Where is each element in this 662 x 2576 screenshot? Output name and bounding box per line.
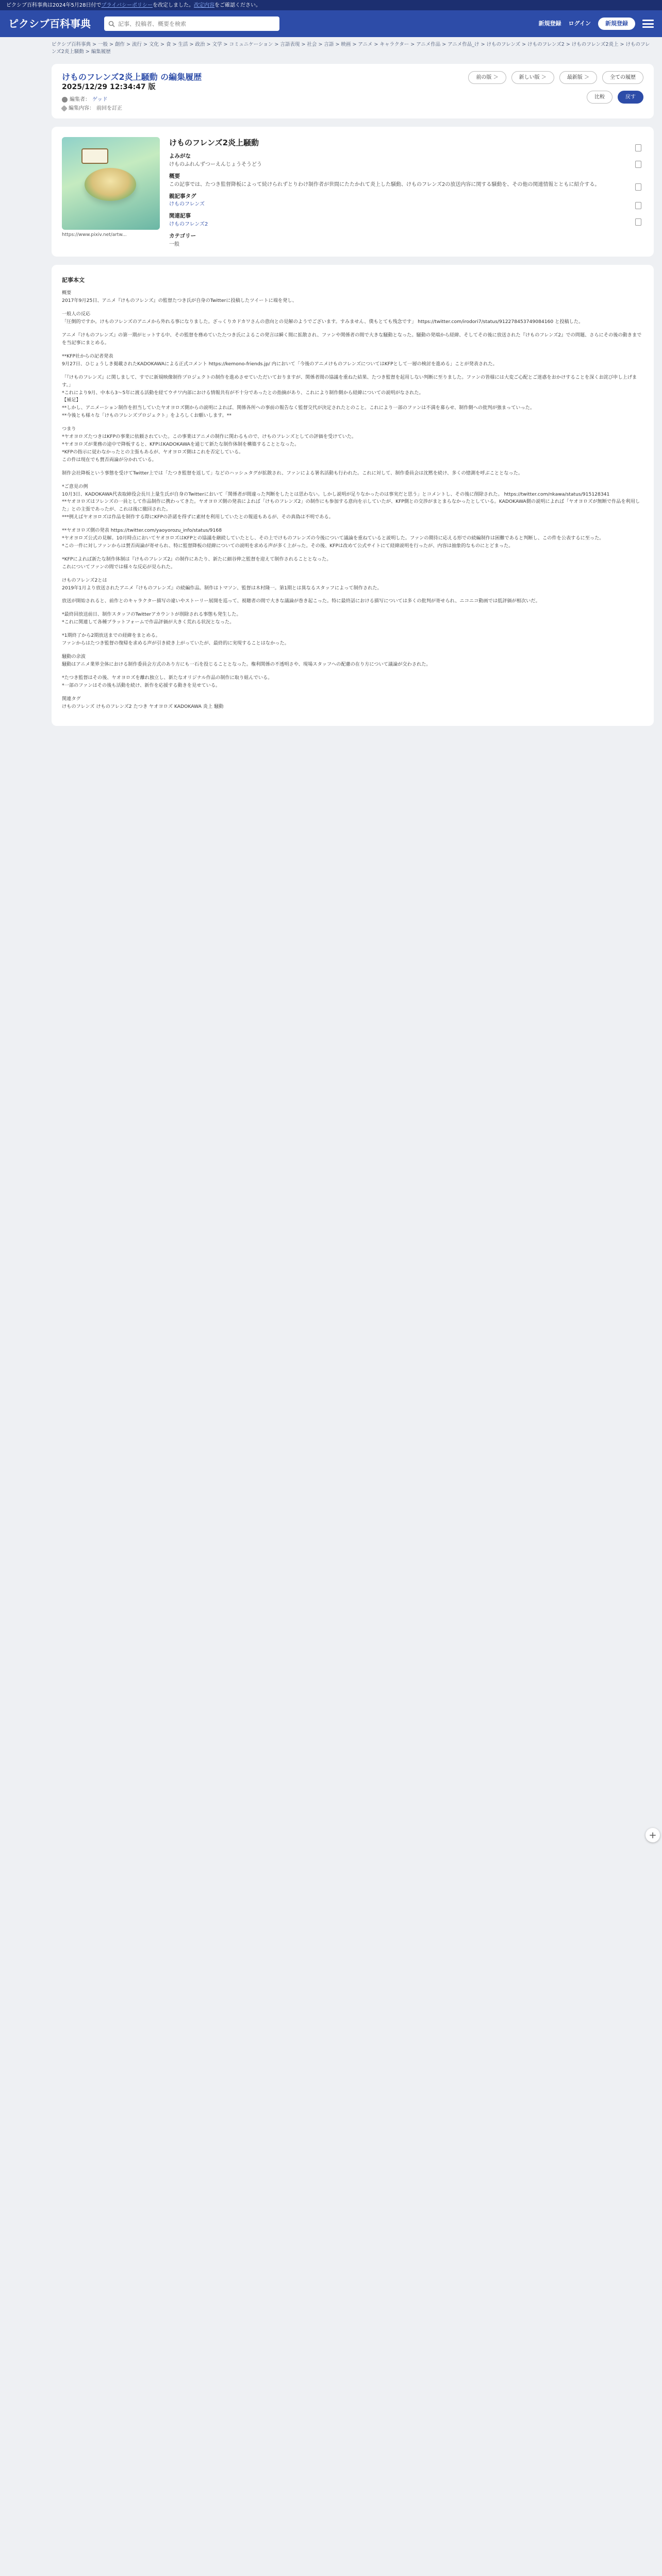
article-body-card bbox=[52, 265, 654, 726]
body-paragraph: 一般人の反応 bbox=[62, 311, 91, 317]
fact-related: 関連記事 けものフレンズ2 bbox=[169, 213, 208, 228]
body-paragraph: アニメ『けものフレンズ』の第一期がヒットする中、その監督を務めていたたつき氏によるこの発言は瞬く間に拡散され、ファンや関係者の間で大きな騒動となった。騒動の発端から経緯、そしてその後に放送された『けものフレンズ2』での問題、さらにその後の動きまでを当記事にまとめる。 bbox=[62, 332, 642, 346]
article-body-heading: 記事本文 bbox=[62, 276, 85, 283]
fact-yomigana: よみがな けものふれんずつーえんじょうそうどう bbox=[169, 153, 262, 167]
compare-button[interactable]: 比較 bbox=[587, 91, 613, 104]
register-button[interactable]: 新規登録 bbox=[598, 18, 635, 30]
body-paragraph bbox=[62, 347, 643, 353]
body-paragraph: 制作会社降板という事態を受けてTwitter上では「たつき監督を返して」などのハッシュタグが拡散され、ファンによる署名活動も行われた。これに対して、制作委員会は沈黙を続け、多くの憶測を呼ぶこととなった。 bbox=[62, 470, 523, 476]
body-paragraph: *一部のファンはその後も活動を続け、新作を応援する動きを見せている。 bbox=[62, 682, 221, 688]
body-paragraph: *KFPの指示に従わなかったとの主張もあるが、ヤオヨロズ側はこれを否定している。 bbox=[62, 449, 244, 455]
body-paragraph: ファンからはたつき監督の復帰を求める声が引き続き上がっていたが、最終的に実現することはなかった。 bbox=[62, 640, 289, 647]
fact-parent-tag: 親記事タグ けものフレンズ bbox=[169, 193, 205, 208]
body-paragraph: **ヤオヨロズ側の発表 https://twitter.com/yaoyorozu_info/status/9168 bbox=[62, 528, 223, 534]
body-paragraph bbox=[62, 326, 643, 332]
body-paragraph: この件は現在でも賛否両論が分かれている。 bbox=[62, 456, 157, 463]
search-box[interactable] bbox=[104, 16, 279, 31]
site-logo[interactable]: ピクシブ百科事典 bbox=[8, 18, 91, 30]
search-icon bbox=[108, 21, 115, 27]
login-link[interactable]: ログイン bbox=[568, 20, 591, 27]
history-row: 編集内容： 前回を訂正 bbox=[62, 105, 643, 112]
body-paragraph bbox=[62, 592, 643, 598]
body-paragraph: *1期終了から2期放送までの経緯をまとめる。 bbox=[62, 633, 160, 639]
body-paragraph bbox=[62, 464, 643, 470]
copy-icon[interactable] bbox=[635, 202, 641, 209]
body-paragraph: *ヤオヨロズ公式の見解。10月時点においてヤオヨロズはKFPとの協議を継続していたとし、その上でけものフレンズの今後について議論を重ねていると説明した。ファンの期待に応える形での続編制作は困難であると判断し、この件を公表するに至った。 bbox=[62, 535, 604, 541]
body-paragraph: 「圧倒的ですか。けものフレンズのアニメから外れる事になりました。ざっくりカドカワさんの意向との見解のようでございます。すみません、僕もとても残念です」 https://twitter.com/irodori7/status/912278453749084160 と投稿した。 bbox=[62, 319, 584, 325]
revision-link[interactable]: 改定内容 bbox=[194, 3, 215, 8]
body-paragraph: *最終回放送前日、制作スタッフのTwitterアカウントが削除される事態も発生した。 bbox=[62, 612, 241, 618]
user-icon bbox=[62, 97, 68, 103]
body-paragraph: ***例えばヤオヨロズは作品を制作する際にKFPの許諾を得ずに素材を利用していたとの報道もあるが、その真偽は不明である。 bbox=[62, 514, 334, 520]
copy-icon[interactable] bbox=[635, 183, 641, 191]
body-paragraph bbox=[62, 368, 643, 374]
title-card bbox=[52, 64, 654, 118]
version-timestamp: 2025/12/29 12:34:47 版 bbox=[62, 82, 156, 91]
body-paragraph: *ヤオヨロズたつきはKFPの事業に依頼されていた。この事業はアニメの制作に関わるもので、けものフレンズとしての評価を受けていた。 bbox=[62, 434, 357, 440]
body-paragraph: *この一件に対しファンからは賛否両論が寄せられ、特に監督降板の経緯についての説明を求める声が多く上がった。その後、KFPは改めて公式サイトにて経緯説明を行ったが、内容は抽象的なものにとどまった。 bbox=[62, 543, 514, 549]
prev-version-button[interactable]: 前の版 ＞ bbox=[468, 71, 506, 84]
body-paragraph bbox=[62, 690, 643, 696]
body-paragraph: 2017年9月25日、アニメ『けものフレンズ』の監督たつき氏が自身のTwitterに投稿したツイートに端を発し、 bbox=[62, 298, 297, 304]
body-paragraph: **しかし、アニメーション制作を担当していたヤオヨロズ側からの説明によれば、関係各所への事前の報告なく監督交代が決定されたとのこと。これにより一部のファンは不満を募らせ、制作側への批判が強まっていった。 bbox=[62, 405, 535, 411]
body-paragraph bbox=[62, 605, 643, 611]
new-article-link[interactable]: 新規登録 bbox=[538, 20, 561, 27]
body-paragraph: 概要 bbox=[62, 290, 72, 296]
body-paragraph bbox=[62, 521, 643, 527]
editor-link[interactable]: ゲッド bbox=[92, 96, 108, 103]
page-title: けものフレンズ2炎上騒動 の編集履歴 bbox=[62, 72, 202, 82]
body-paragraph: *KFPによれば新たな制作体制は『けものフレンズ2』の制作にあたり、新たに細谷伸之監督を迎えて制作されることとなった。 bbox=[62, 556, 332, 562]
site-header bbox=[0, 10, 662, 37]
body-paragraph: これについてファンの間では様々な反応が見られた。 bbox=[62, 564, 176, 570]
body-paragraph: *ご意見の例 bbox=[62, 483, 88, 489]
body-paragraph: 「『けものフレンズ』に関しまして、すでに新規映像制作プロジェクトの制作を進めさせていただいておりますが、関係者間の協議を重ねた結果、たつき監督を起用しない判断に至りました。ファンの皆様には大変ご心配とご迷惑をおかけすることを深くお詫び申し上げます。」 bbox=[62, 374, 637, 388]
body-paragraph: **今後とも様々な「けものフレンズプロジェクト」をよろしくお願いします。** bbox=[62, 413, 231, 419]
copy-icon[interactable] bbox=[635, 144, 641, 151]
scroll-top-button[interactable]: + bbox=[646, 1828, 660, 1842]
revert-button[interactable]: 戻す bbox=[618, 91, 643, 104]
body-paragraph bbox=[62, 478, 643, 483]
summary-card bbox=[52, 127, 654, 257]
body-paragraph: けものフレンズ けものフレンズ2 たつき ヤオヨロズ KADOKAWA 炎上 騒動 bbox=[62, 703, 224, 709]
privacy-policy-link[interactable]: プライバシーポリシー bbox=[101, 3, 153, 8]
fact-category: カテゴリー 一般 bbox=[169, 233, 196, 247]
body-paragraph bbox=[62, 626, 643, 632]
body-paragraph bbox=[62, 669, 643, 674]
article-body bbox=[62, 290, 643, 710]
copy-icon[interactable] bbox=[635, 161, 641, 168]
image-source[interactable]: https://www.pixiv.net/artw... bbox=[62, 232, 127, 238]
version-nav bbox=[468, 71, 643, 84]
body-paragraph: つまり bbox=[62, 426, 76, 432]
body-paragraph: 放送が開始されると、前作とのキャラクター描写の違いやストーリー展開を巡って、視聴者の間で大きな議論が巻き起こった。特に最終話における描写については多くの批判が寄せられ、ニコニコ動画では低評価が相次いだ。 bbox=[62, 598, 540, 604]
body-paragraph: **KFP社からの記者発表 bbox=[62, 353, 113, 359]
body-paragraph bbox=[62, 571, 643, 577]
body-paragraph: 騒動はアニメ業界全体における制作委員会方式のあり方にも一石を投じることとなった。権利関係の不透明さや、現場スタッフへの配慮の在り方について議論が交わされた。 bbox=[62, 661, 431, 667]
body-paragraph: 10月3日、KADOKAWA代表取締役会長川上量生氏が自身のTwitterにおいて「関係者が間違った判断をしたとは思わない。しかし説明が足りなかったのは事実だと思う」とコメントし、その後に削除された。 https://twitter.com/nkawa/status/915128341 bbox=[62, 491, 611, 497]
body-paragraph: けものフレンズ2とは bbox=[62, 577, 107, 583]
body-paragraph: 騒動の余波 bbox=[62, 654, 86, 659]
body-paragraph: **ヤオヨロズはフレンズの一員として作品制作に携わってきた。ヤオヨロズ側の発表によれば「けものフレンズ2」の制作にも参加する意向を示していたが、KFP側との交渉がまとまらなかったとしている。KADOKAWA側の説明によれば「ヤオヨロズが無断で作品を利用した」との主張であったが、これは後に撤回された。 bbox=[62, 499, 640, 513]
body-paragraph: 2019年1月より放送されたアニメ『けものフレンズ』の続編作品。制作はトマソン、監督は木村隆一。第1期とは異なるスタッフによって制作された。 bbox=[62, 585, 382, 591]
body-paragraph bbox=[62, 420, 643, 426]
version-actions bbox=[587, 91, 643, 104]
body-paragraph bbox=[62, 648, 643, 653]
body-paragraph: 9月27日、ひじょうしき掲載されたKADOKAWAによる正式コメント https://kemono-friends.jp/ 内において「今後のアニメけものフレンズについてはKFPとして一層の検討を進める」ことが発表された。 bbox=[62, 361, 498, 367]
search-input[interactable] bbox=[118, 21, 275, 27]
menu-icon[interactable] bbox=[642, 20, 654, 28]
notice-bar: ピクシブ百科事典は2024年5月28日付でプライバシーポリシーを改定しました。改定内容をご確認ください。 bbox=[0, 0, 662, 10]
body-paragraph bbox=[62, 550, 643, 556]
body-paragraph: 関連タグ bbox=[62, 696, 81, 702]
next-version-button[interactable]: 新しい版 ＞ bbox=[511, 71, 554, 84]
article-name: けものフレンズ2炎上騒動 bbox=[169, 138, 259, 147]
body-paragraph bbox=[62, 305, 643, 311]
body-paragraph: *ヤオヨロズが業務の途中で降板すると、KFPはKADOKAWAを通じて新たな制作体制を構築することとなった。 bbox=[62, 441, 300, 447]
copy-icon[interactable] bbox=[635, 218, 641, 226]
body-paragraph: *これにより9月、中本ら3〜5年に渡る活動を経てウチワ内部における情報共有が不十分であったとの指摘があり、これにより制作側から経緯についての説明がなされた。 bbox=[62, 389, 424, 396]
breadcrumb[interactable]: ピクシブ百科事典 > 一般 > 創作 > 流行 > 文化 > 食 > 生活 > 政治 > 文学 > コミュニケーション > 言語表現 > 社会 > 言語 > 映画 > アニメ > キャラクター > アニメ作品 > アニメ作品_け > けものフレンズ > けものフレンズ2 > けものフレンズ2炎上 > けものフレンズ2炎上騒動 > 編集履歴 bbox=[52, 42, 650, 55]
body-paragraph: 【補足】 bbox=[62, 397, 81, 403]
header-image bbox=[62, 137, 160, 230]
fact-overview: 概要 この記事では、たつき監督降板によって続けられずとりわけ制作者が世間にたたかれて炎上した騒動、けものフレンズ2の放送内容に関する騒動を、その他の関連情報とともに紹介する。 bbox=[169, 173, 600, 188]
body-paragraph: *たつき監督はその後、ヤオヨロズを離れ独立し、新たなオリジナル作品の制作に取り組んでいる。 bbox=[62, 674, 273, 681]
latest-version-button[interactable]: 最新版 ＞ bbox=[559, 71, 597, 84]
body-paragraph: *これに関連して各種プラットフォームで作品評価が大きく荒れる状況となった。 bbox=[62, 619, 235, 625]
all-history-button[interactable]: 全ての履歴 bbox=[602, 71, 643, 84]
pen-icon bbox=[61, 105, 68, 112]
editor-row: 編集者： ゲッド bbox=[62, 96, 643, 104]
